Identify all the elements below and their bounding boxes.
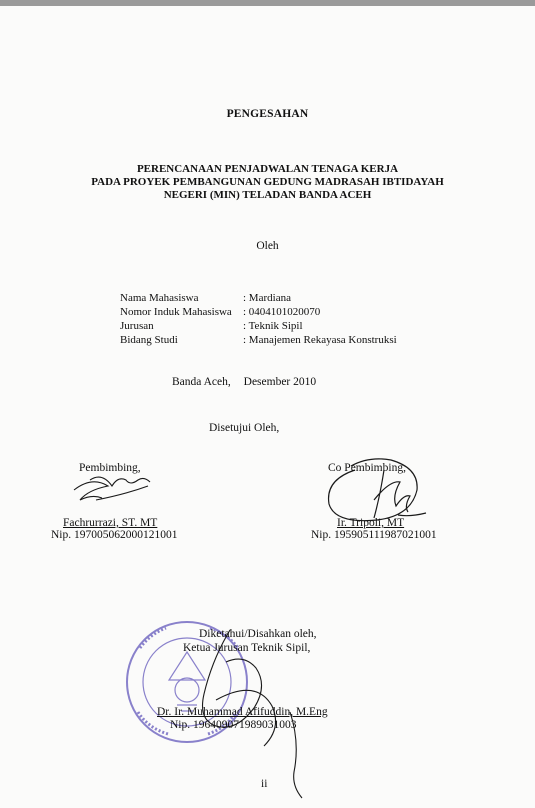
advisor-nip: Nip. 197005062000121001 <box>51 529 178 541</box>
advisor-signature <box>74 477 150 500</box>
page-title: PENGESAHAN <box>226 108 309 120</box>
head-line-2: Ketua Jurusan Teknik Sipil, <box>183 642 311 654</box>
thesis-title-line: NEGERI (MIN) TELADAN BANDA ACEH <box>163 189 372 201</box>
co-advisor-nip: Nip. 195905111987021001 <box>311 529 437 541</box>
place: Banda Aceh, <box>172 376 231 388</box>
info-label: Nama Mahasiswa <box>120 292 199 304</box>
head-line-1: Diketahui/Disahkan oleh, <box>199 628 317 640</box>
info-value: : Teknik Sipil <box>243 320 303 332</box>
page-number: ii <box>261 778 268 790</box>
approved-label: Disetujui Oleh, <box>209 422 280 434</box>
info-label: Bidang Studi <box>120 334 178 346</box>
co-advisor-name: Ir. Tripoli, MT <box>337 517 405 529</box>
co-advisor-role: Co Pembimbing, <box>328 462 406 474</box>
info-label: Nomor Induk Mahasiswa <box>120 306 232 318</box>
thesis-title-line: PADA PROYEK PEMBANGUNAN GEDUNG MADRASAH IBTIDAYAH <box>91 176 444 188</box>
head-nip: Nip. 196409071989031003 <box>170 719 297 731</box>
thesis-title-line: PERENCANAAN PENJADWALAN TENAGA KERJA <box>136 163 399 175</box>
info-value: : Mardiana <box>243 292 291 304</box>
info-value: : Manajemen Rekayasa Konstruksi <box>243 334 397 346</box>
info-value: : 0404101020070 <box>243 306 321 318</box>
date: Desember 2010 <box>243 376 317 388</box>
info-label: Jurusan <box>120 320 154 332</box>
advisor-name: Fachrurrazi, ST. MT <box>63 517 158 529</box>
head-name: Dr. Ir. Muhammad Afifuddin, M.Eng <box>157 706 328 718</box>
by-label: Oleh <box>256 240 279 252</box>
advisor-role: Pembimbing, <box>79 462 141 474</box>
